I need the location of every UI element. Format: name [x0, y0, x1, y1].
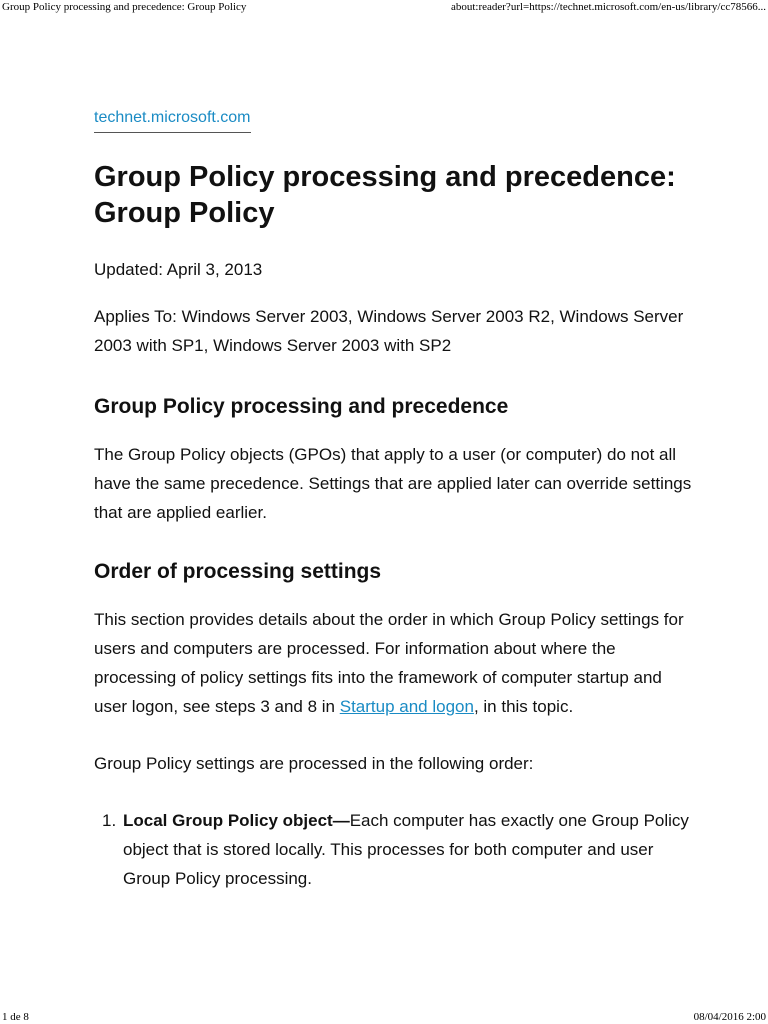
section-paragraph-order	[94, 605, 694, 721]
order-intro: Group Policy settings are processed in the following order:	[94, 754, 534, 773]
print-header	[0, 0, 768, 14]
section-heading-order-of-processing: Order of processing settings	[94, 560, 382, 583]
reader-article	[94, 108, 694, 893]
section-heading-processing-precedence: Group Policy processing and precedence	[94, 395, 509, 418]
source-domain-link[interactable]: technet.microsoft.com	[94, 108, 251, 133]
print-header-url: about:reader?url=https://technet.microsoft.com/en-us/library/cc78566...	[450, 1, 766, 13]
page-number: 1 de 8	[2, 1011, 29, 1023]
print-footer	[0, 1010, 768, 1024]
page-title: Group Policy processing and precedence: Group Policy	[94, 161, 676, 229]
startup-and-logon-link[interactable]: Startup and logon	[339, 697, 474, 716]
applies-to: Applies To: Windows Server 2003, Windows Server 2003 R2, Windows Server 2003 with SP1, Windows Server 2003 with SP2	[94, 307, 684, 355]
updated-date: Updated: April 3, 2013	[94, 260, 263, 279]
paragraph-text-before-link: This section provides details about the order in which Group Policy settings for users and computers are processed. For information about where the processing of policy settings fits into the framework of computer startup and user logon, see steps 3 and 8 in	[94, 610, 684, 716]
section-paragraph-precedence: The Group Policy objects (GPOs) that apply to a user (or computer) do not all have the same precedence. Settings that are applied later can override settings that are applied earlier.	[94, 445, 692, 522]
processing-order-list	[94, 806, 694, 893]
list-item-number: 1.	[102, 811, 117, 830]
list-item-text: Each computer has exactly one Group Policy object that is stored locally. This processes for both computer and user Group Policy processing.	[123, 811, 689, 888]
list-item	[94, 806, 694, 893]
print-header-title: Group Policy processing and precedence: Group Policy	[2, 1, 247, 13]
list-item-term: Local Group Policy object—	[123, 811, 350, 830]
paragraph-text-after-link: , in this topic.	[473, 697, 574, 716]
print-datetime: 08/04/2016 2:00	[693, 1011, 766, 1023]
